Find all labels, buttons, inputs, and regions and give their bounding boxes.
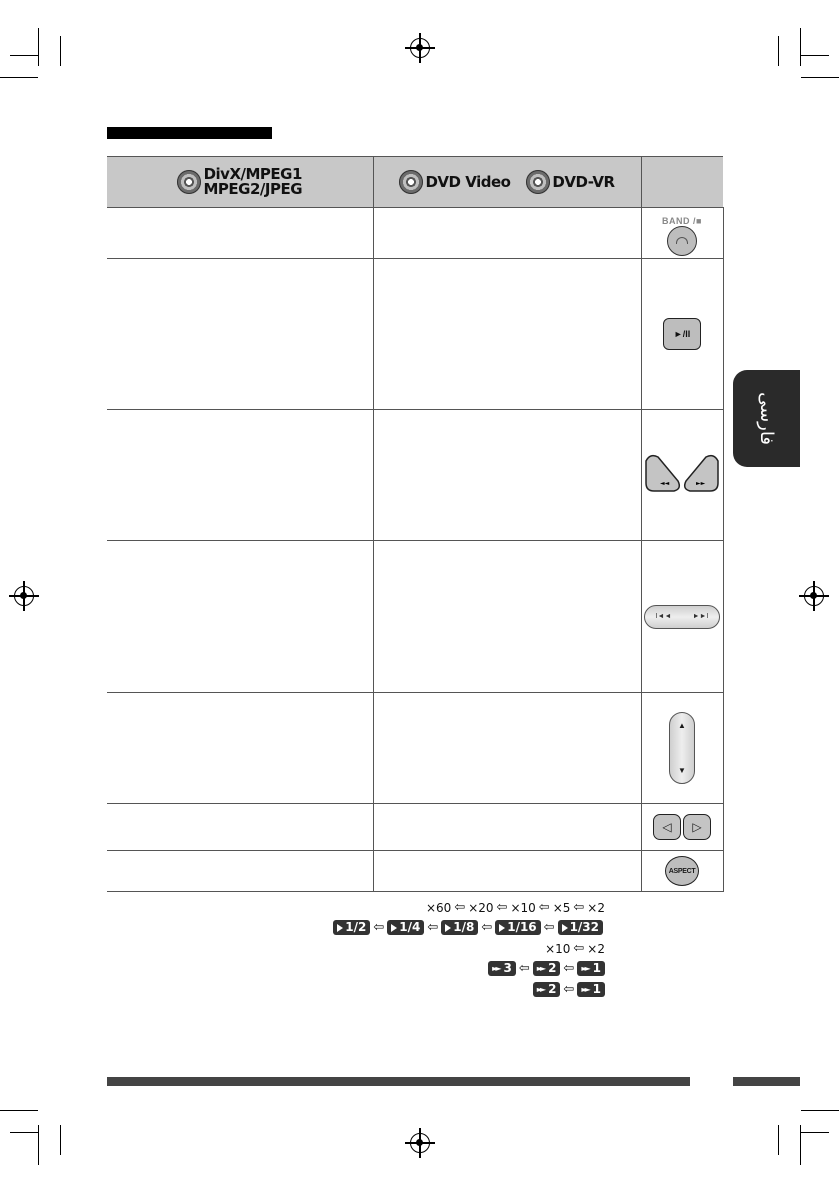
rewind-label: ◄◄ <box>660 479 670 487</box>
table-row <box>107 259 723 410</box>
crop-mark <box>778 36 779 66</box>
up-down-rocker[interactable] <box>669 712 695 784</box>
slow-play-chip: 1/2 <box>333 920 370 935</box>
controls-table <box>107 156 724 892</box>
language-tab-label: فارسی <box>756 392 777 445</box>
crop-mark <box>0 1110 38 1111</box>
crop-mark <box>801 55 829 56</box>
play-pause-button[interactable]: ►/II <box>663 318 701 350</box>
speed-row-3: ×10 ⇦ ×2 <box>545 941 605 956</box>
speed-value: ×5 <box>552 900 571 915</box>
speed-value: ×10 <box>510 900 536 915</box>
slow-play-icon <box>499 924 505 932</box>
band-stop-button[interactable] <box>667 226 697 256</box>
rew-ff-buttons[interactable] <box>642 451 722 495</box>
footer-bar-right <box>733 1077 800 1086</box>
table-row <box>107 410 723 541</box>
crop-mark <box>800 1125 801 1165</box>
slow-play-icon <box>337 924 343 932</box>
section-title-bar <box>107 127 272 139</box>
left-button[interactable]: ◁ <box>653 814 681 840</box>
footer-bar <box>107 1077 690 1086</box>
disc-icon <box>177 170 201 194</box>
speed-row-2: 1/2 ⇦ 1/4 ⇦ 1/8 ⇦ 1/16 ⇦ 1/32 <box>333 920 603 935</box>
band-stop-label: BAND /■ <box>662 215 702 226</box>
header-dvd-video: DVD Video <box>425 172 511 191</box>
fast-forward-icon: ►► <box>536 985 544 994</box>
fast-forward-icon: ►► <box>492 964 499 973</box>
table-row <box>107 541 723 693</box>
crop-mark <box>0 77 38 78</box>
prev-label[interactable]: I◄◄ <box>655 613 672 620</box>
fast-forward-icon: ►► <box>581 964 588 973</box>
disc-icon <box>399 170 423 194</box>
slow-play-chip: 1/4 <box>387 920 424 935</box>
crop-mark <box>801 1110 839 1111</box>
ff-label: ►► <box>696 479 706 487</box>
fast-play-chip: ►► 1 <box>577 961 605 976</box>
crop-mark <box>38 28 39 66</box>
speed-value: ×2 <box>587 900 605 915</box>
slow-play-chip: 1/8 <box>441 920 478 935</box>
header-mpeg2-jpeg: MPEG2/JPEG <box>203 180 303 198</box>
registration-mark-icon <box>410 1133 430 1153</box>
speed-row-5: ►► 2 ⇦ ►► 1 <box>533 982 605 997</box>
fast-play-chip: ►► 2 <box>533 961 561 976</box>
table-row <box>107 804 723 851</box>
header-divx-mpeg-jpeg <box>107 157 373 208</box>
up-label[interactable]: ▲ <box>678 721 686 730</box>
crop-mark <box>800 28 801 66</box>
registration-mark-icon <box>410 38 430 58</box>
speed-row-4: ►► 3 ⇦ ►► 2 ⇦ ►► 1 <box>488 961 605 976</box>
registration-mark-icon <box>14 586 34 606</box>
speed-value: ×20 <box>468 900 494 915</box>
language-tab <box>733 370 800 467</box>
registration-mark-icon <box>804 586 824 606</box>
slow-play-icon <box>445 924 451 932</box>
speed-value: ×2 <box>587 941 605 956</box>
slow-play-icon <box>391 924 397 932</box>
slow-play-chip: 1/32 <box>558 920 603 935</box>
speed-value: ×10 <box>545 941 571 956</box>
table-header-row <box>107 157 723 208</box>
crop-mark <box>60 1125 61 1155</box>
fast-forward-icon: ►► <box>581 985 588 994</box>
next-label[interactable]: ►►I <box>692 613 709 620</box>
header-button <box>641 157 723 208</box>
crop-mark <box>801 77 839 78</box>
crop-mark <box>38 1125 39 1165</box>
disc-icon <box>526 170 550 194</box>
header-dvd-vr: DVD-VR <box>552 172 615 191</box>
fast-forward-icon: ►► <box>536 964 544 973</box>
header-dvd <box>373 157 641 208</box>
right-button[interactable]: ▷ <box>683 814 711 840</box>
speed-row-1: ×60 ⇦ ×20 ⇦ ×10 ⇦ ×5 ⇦ ×2 <box>425 900 605 915</box>
fast-play-chip: ►► 3 <box>488 961 516 976</box>
aspect-button[interactable]: ASPECT <box>665 856 699 886</box>
crop-mark <box>801 1132 829 1133</box>
crop-mark <box>60 36 61 66</box>
crop-mark <box>10 1132 38 1133</box>
header-divx-mpeg1: DivX/MPEG1 <box>203 165 302 183</box>
crop-mark <box>10 55 38 56</box>
fast-play-chip: ►► 2 <box>533 982 561 997</box>
fast-play-chip: ►► 1 <box>577 982 605 997</box>
table-row <box>107 693 723 804</box>
table-row <box>107 208 723 259</box>
down-label[interactable]: ▼ <box>678 766 686 775</box>
table-row <box>107 851 723 892</box>
crop-mark <box>778 1125 779 1155</box>
prev-next-rocker[interactable] <box>644 605 720 629</box>
slow-play-icon <box>562 924 568 932</box>
speed-value: ×60 <box>425 900 452 915</box>
slow-play-chip: 1/16 <box>495 920 540 935</box>
